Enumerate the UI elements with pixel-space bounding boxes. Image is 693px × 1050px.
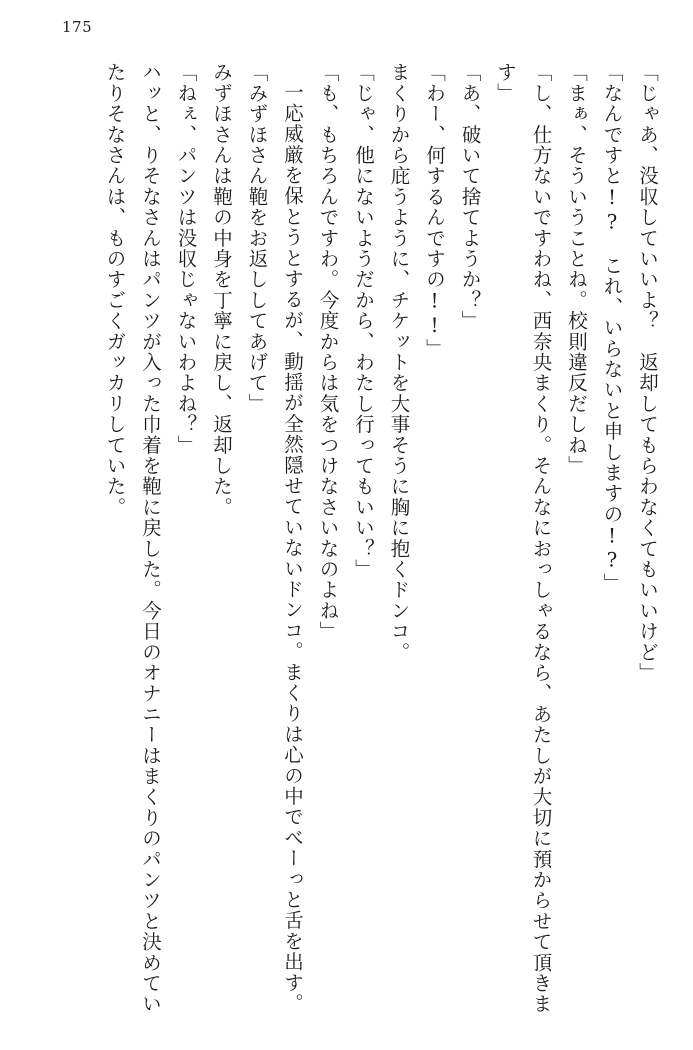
body-paragraph: 一応威厳を保とうとするが、動揺が全然隠せていないドンコ。まくりは心の中でべーっと舌を出す。	[281, 82, 304, 1014]
body-paragraph: 「ねぇ、パンツは没収じゃないわよね？」	[174, 62, 198, 456]
body-paragraph: 「じゃ、他にないようだから、わたし行ってもいい？」	[352, 62, 375, 580]
body-paragraph: 「も、もちろんですわ。今度からは気をつけなさいなのよね」	[316, 62, 340, 642]
body-paragraph: 「あ、破いて捨てようか？」	[458, 62, 482, 332]
body-paragraph: 「わー、何するんですの!!」	[423, 62, 446, 359]
body-paragraph: 「まぁ、そういうことね。校則違反だしね」	[565, 62, 588, 476]
body-paragraph: 「なんですと!? これ、いらないと申しますの!?」	[600, 62, 624, 594]
page-number: 175	[62, 18, 93, 36]
body-paragraph: 「みずほさん鞄をお返ししてあげて」	[245, 62, 269, 414]
body-paragraph: ハッと、りそなさんはパンツが入った巾着を鞄に戻した。今日のオナニーはまくりのパンツと決めていたりそなさんは、ものすごくガッカリしていた。	[103, 62, 162, 1015]
body-paragraph: 「じゃあ、没収していいよ？ 返却してもらわなくてもいいけど」	[636, 62, 659, 683]
body-paragraph: 「し、仕方ないですわね、西奈央まくり。そんなにおっしゃるなら、あたしが大切に預からせて頂きます」	[494, 62, 553, 1015]
page-text-body	[30, 62, 665, 1020]
body-paragraph: まくりから庇うように、チケットを大事そうに胸に抱くドンコ。	[387, 62, 411, 663]
body-paragraph: みずほさんは鞄の中身を丁寧に戻し、返却した。	[210, 62, 233, 518]
